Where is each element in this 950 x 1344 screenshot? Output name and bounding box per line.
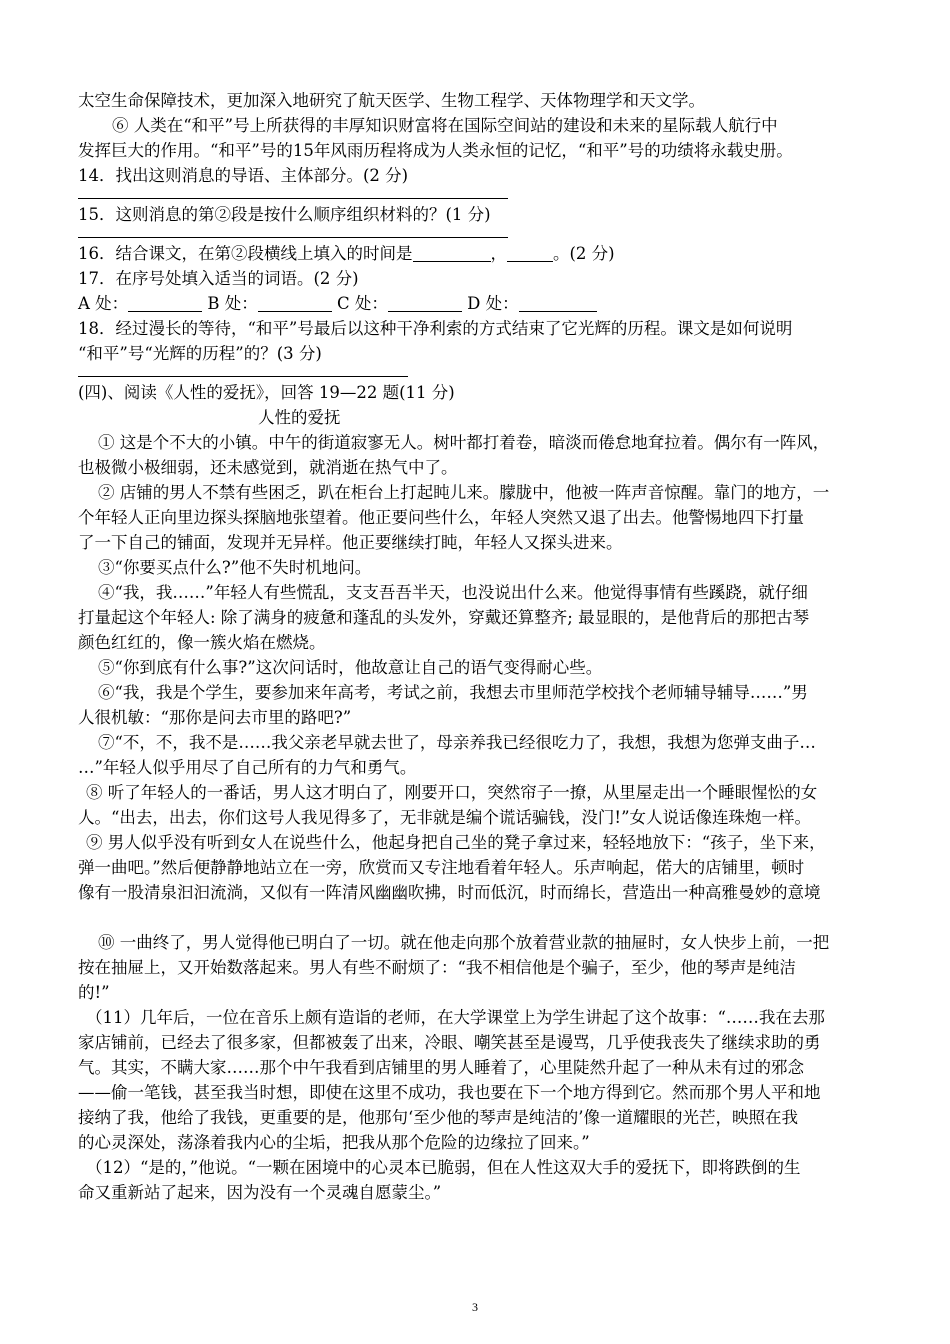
paragraph-line: 接纳了我，他给了我钱，更重要的是，他那句‘至少他的琴声是纯洁的’像一道耀眼的光芒，映照在我 [78, 1108, 798, 1127]
question-17: 17．在序号处填入适当的词语。(2 分) [78, 269, 359, 288]
text-line: ⑥ 人类在“和平”号上所获得的丰厚知识财富将在国际空间站的建设和未来的星际载人航行中 [112, 116, 778, 135]
paragraph-line: 也极微小极细弱，还未感觉到，就消逝在热气中了。 [78, 458, 458, 477]
document-page [78, 88, 918, 1205]
blank-b[interactable] [258, 293, 332, 312]
paragraph-line: 按在抽屉上，又开始数落起来。男人有些不耐烦了：“我不相信他是个骗子，至少，他的琴声是纯洁 [78, 958, 796, 977]
blank-1[interactable] [413, 243, 491, 262]
section-heading: (四)、阅读《人性的爱抚》，回答 19—22 题(11 分) [78, 383, 455, 402]
question-17-blanks: A 处： B 处： C 处： D 处： [78, 291, 918, 316]
paragraph-line: ⑤“你到底有什么事?”这次问话时，他故意让自己的语气变得耐心些。 [98, 658, 603, 677]
paragraph-line: 气。其实，不瞒大家……那个中午我看到店铺里的男人睡着了，心里陡然升起了一种从未有过的邪念 [78, 1058, 804, 1077]
paragraph-line: 人很机敏：“那你是问去市里的路吧?” [78, 708, 352, 727]
blank-d[interactable] [519, 293, 597, 312]
text-line: 太空生命保障技术，更加深入地研究了航天医学、生物工程学、天体物理学和天文学。 [78, 91, 705, 110]
paragraph-line: 弹一曲吧。”然后便静静地站立在一旁，欣赏而又专注地看着年轻人。乐声响起，偌大的店铺里，顿时 [78, 858, 805, 877]
paragraph-line: 个年轻人正向里边探头探脑地张望着。他正要问些什么，年轻人突然又退了出去。他警惕地四下打量 [78, 508, 804, 527]
paragraph-line: （11）几年后，一位在音乐上颇有造诣的老师，在大学课堂上为学生讲起了这个故事：“……我在去那 [86, 1008, 825, 1027]
answer-line[interactable] [78, 198, 508, 199]
paragraph-line: 像有一股清泉汩汩流淌，又似有一阵清风幽幽吹拂，时而低沉，时而绵长，营造出一种高雅曼妙的意境 [78, 883, 821, 902]
paragraph-line: ⑩ 一曲终了，男人觉得他已明白了一切。就在他走向那个放着营业款的抽屉时，女人快步上前，一把 [98, 933, 830, 952]
answer-line[interactable] [78, 237, 508, 238]
paragraph-line: 命又重新站了起来，因为没有一个灵魂自愿蒙尘。” [78, 1183, 442, 1202]
paragraph-line: ⑥“我，我是个学生，要参加来年高考，考试之前，我想去市里师范学校找个老师辅导辅导……”男 [98, 683, 808, 702]
paragraph-line: 打量起这个年轻人: 除了满身的疲惫和蓬乱的头发外，穿戴还算整齐; 最显眼的，是他背后的那把古琴 [78, 608, 810, 627]
paragraph-line: ⑧ 听了年轻人的一番话，男人这才明白了，刚要开口，突然帘子一撩，从里屋走出一个睡眼惺忪的女 [86, 783, 818, 802]
question-16: 16．结合课文，在第②段横线上填入的时间是 ， 。(2 分) [78, 244, 615, 263]
paragraph-line: ⑨ 男人似乎没有听到女人在说些什么，他起身把自己坐的凳子拿过来，轻轻地放下：“孩子，坐下来， [86, 833, 826, 852]
blank-a[interactable] [128, 293, 202, 312]
question-15: 15．这则消息的第②段是按什么顺序组织材料的？(1 分) [78, 205, 491, 224]
paragraph-line: ③“你要买点什么?”他不失时机地问。 [98, 558, 372, 577]
question-18: 18．经过漫长的等待，“和平”号最后以这种干净利索的方式结束了它光辉的历程。课文是如何说明 [78, 319, 793, 338]
page-number: 3 [472, 1300, 478, 1314]
text-line: 发挥巨大的作用。“和平”号的15年风雨历程将成为人类永恒的记忆，“和平”号的功绩将永载史册。 [78, 141, 793, 160]
paragraph-line: ④“我，我……”年轻人有些慌乱，支支吾吾半天，也没说出什么来。他觉得事情有些蹊跷，就仔细 [98, 583, 808, 602]
story-title: 人性的爱抚 [258, 408, 341, 427]
spacer [78, 905, 918, 930]
paragraph-line: （12）“是的，”他说。“一颗在困境中的心灵本已脆弱，但在人性这双大手的爱抚下，即将跌倒的生 [86, 1158, 801, 1177]
paragraph-line: 人。“出去，出去，你们这号人我见得多了，无非就是编个谎话骗钱，没门!”女人说话像连珠炮一样。 [78, 808, 812, 827]
paragraph-line: 颜色红红的，像一簇火焰在燃烧。 [78, 633, 326, 652]
paragraph-line: ① 这是个不大的小镇。中午的街道寂寥无人。树叶都打着卷，暗淡而倦怠地耷拉着。偶尔有一阵风， [98, 433, 830, 452]
question-14: 14．找出这则消息的导语、主体部分。(2 分) [78, 166, 409, 185]
paragraph-line: ——偷一笔钱，甚至我当时想，即使在这里不成功，我也要在下一个地方得到它。然而那个男人平和地 [78, 1083, 821, 1102]
answer-line[interactable] [78, 376, 408, 377]
paragraph-line: ⑦“不，不，我不是……我父亲老早就去世了，母亲养我已经很吃力了，我想，我想为您弹支曲子… [98, 733, 816, 752]
paragraph-line: 的!” [78, 983, 110, 1002]
paragraph-line: 了一下自己的铺面，发现并无异样。他正要继续打盹，年轻人又探头进来。 [78, 533, 623, 552]
question-18: “和平”号“光辉的历程”的？(3 分) [78, 344, 322, 363]
blank-2[interactable] [507, 243, 553, 262]
paragraph-line: 的心灵深处，荡涤着我内心的尘垢，把我从那个危险的边缘拉了回来。” [78, 1133, 590, 1152]
paragraph-line: 家店铺前，已经去了很多家，但都被轰了出来，冷眼、嘲笑甚至是谩骂，几乎使我丧失了继续求助的勇 [78, 1033, 821, 1052]
paragraph-line: …”年轻人似乎用尽了自己所有的力气和勇气。 [78, 758, 417, 777]
blank-c[interactable] [388, 293, 462, 312]
paragraph-line: ② 店铺的男人不禁有些困乏，趴在柜台上打起盹儿来。朦胧中，他被一阵声音惊醒。靠门的地方，一 [98, 483, 830, 502]
